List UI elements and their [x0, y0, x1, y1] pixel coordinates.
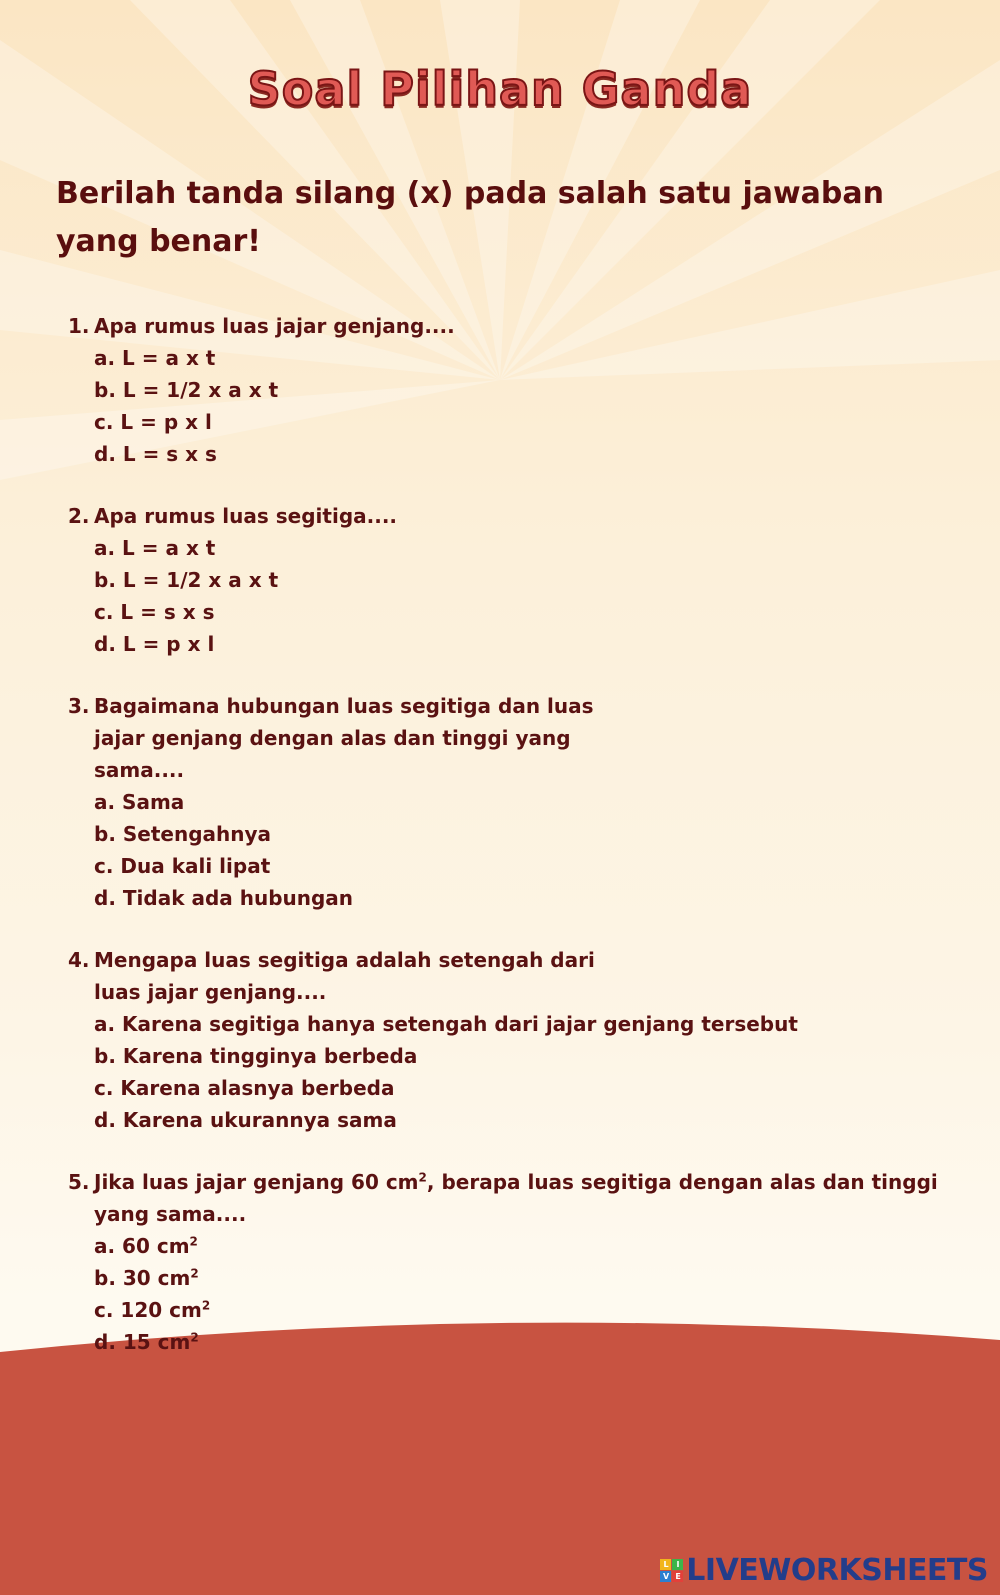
- question-number: 2.: [68, 504, 90, 528]
- logo-letter: V: [660, 1571, 671, 1582]
- brand-name: LIVEWORKSHEETS: [686, 1553, 988, 1588]
- question-1: [68, 310, 948, 470]
- option-c[interactable]: [68, 1294, 948, 1326]
- question-text: [94, 500, 948, 532]
- option-d[interactable]: [68, 1326, 948, 1358]
- superscript: 2: [418, 1170, 427, 1185]
- option-a[interactable]: a. L = a x t: [94, 536, 216, 560]
- question-line: Bagaimana hubungan luas segitiga dan luas: [94, 694, 594, 718]
- question-text: [94, 310, 948, 342]
- option-d[interactable]: d. Tidak ada hubungan: [94, 886, 354, 910]
- question-text: [94, 1166, 948, 1230]
- instruction: [56, 170, 936, 266]
- option-b[interactable]: [68, 1262, 948, 1294]
- superscript: 2: [190, 1266, 199, 1281]
- option-c[interactable]: c. Dua kali lipat: [94, 854, 271, 878]
- question-4: [68, 944, 948, 1136]
- question-line: sama....: [94, 758, 185, 782]
- option-d[interactable]: d. Karena ukurannya sama: [94, 1108, 397, 1132]
- superscript: 2: [190, 1330, 199, 1345]
- option-text: b. 30 cm: [94, 1266, 191, 1290]
- question-line: Mengapa luas segitiga adalah setengah dari: [94, 948, 595, 972]
- option-d[interactable]: d. L = p x l: [94, 632, 215, 656]
- option-a[interactable]: a. L = a x t: [94, 346, 216, 370]
- question-list: [68, 310, 948, 1388]
- question-number: 1.: [68, 314, 90, 338]
- question-number: 5.: [68, 1170, 90, 1194]
- question-number: 3.: [68, 694, 90, 718]
- option-a[interactable]: a. Karena segitiga hanya setengah dari jajar genjang tersebut: [94, 1012, 798, 1036]
- instruction-line-1: Berilah tanda silang (x) pada salah satu jawaban: [56, 176, 885, 211]
- option-a[interactable]: [68, 1230, 948, 1262]
- superscript: 2: [189, 1234, 198, 1249]
- option-b[interactable]: b. Setengahnya: [94, 822, 272, 846]
- option-text: d. 15 cm: [94, 1330, 191, 1354]
- option-text: a. 60 cm: [94, 1234, 190, 1258]
- question-line: jajar genjang dengan alas dan tinggi yang: [94, 726, 571, 750]
- question-line: luas jajar genjang....: [94, 980, 327, 1004]
- page-title: Soal Pilihan Ganda: [247, 62, 753, 116]
- option-b[interactable]: b. L = 1/2 x a x t: [94, 378, 279, 402]
- option-b[interactable]: b. Karena tingginya berbeda: [94, 1044, 418, 1068]
- option-d[interactable]: d. L = s x s: [94, 442, 217, 466]
- option-c[interactable]: c. Karena alasnya berbeda: [94, 1076, 395, 1100]
- question-text: [94, 944, 948, 1008]
- question-number: 4.: [68, 948, 90, 972]
- option-c[interactable]: c. L = p x l: [94, 410, 212, 434]
- logo-letter: E: [672, 1571, 683, 1582]
- question-line: [94, 1166, 948, 1198]
- question-text: [94, 690, 948, 786]
- question-2: [68, 500, 948, 660]
- superscript: 2: [201, 1298, 211, 1313]
- question-3: [68, 690, 948, 914]
- question-line: Apa rumus luas segitiga....: [94, 504, 398, 528]
- liveworksheets-logo[interactable]: [660, 1553, 988, 1588]
- question-line: Apa rumus luas jajar genjang....: [94, 314, 455, 338]
- question-line-text: Jika luas jajar genjang 60 cm: [94, 1170, 419, 1194]
- option-a[interactable]: a. Sama: [94, 790, 185, 814]
- logo-letter: L: [660, 1559, 671, 1570]
- instruction-line-2: yang benar!: [56, 224, 261, 259]
- option-b[interactable]: b. L = 1/2 x a x t: [94, 568, 279, 592]
- logo-grid-icon: [660, 1559, 683, 1582]
- logo-letter: I: [672, 1559, 683, 1570]
- question-line: yang sama....: [94, 1202, 247, 1226]
- question-5: [68, 1166, 948, 1358]
- option-c[interactable]: c. L = s x s: [94, 600, 215, 624]
- question-line-text: , berapa luas segitiga dengan alas dan tinggi: [426, 1170, 938, 1194]
- option-text: c. 120 cm: [94, 1298, 202, 1322]
